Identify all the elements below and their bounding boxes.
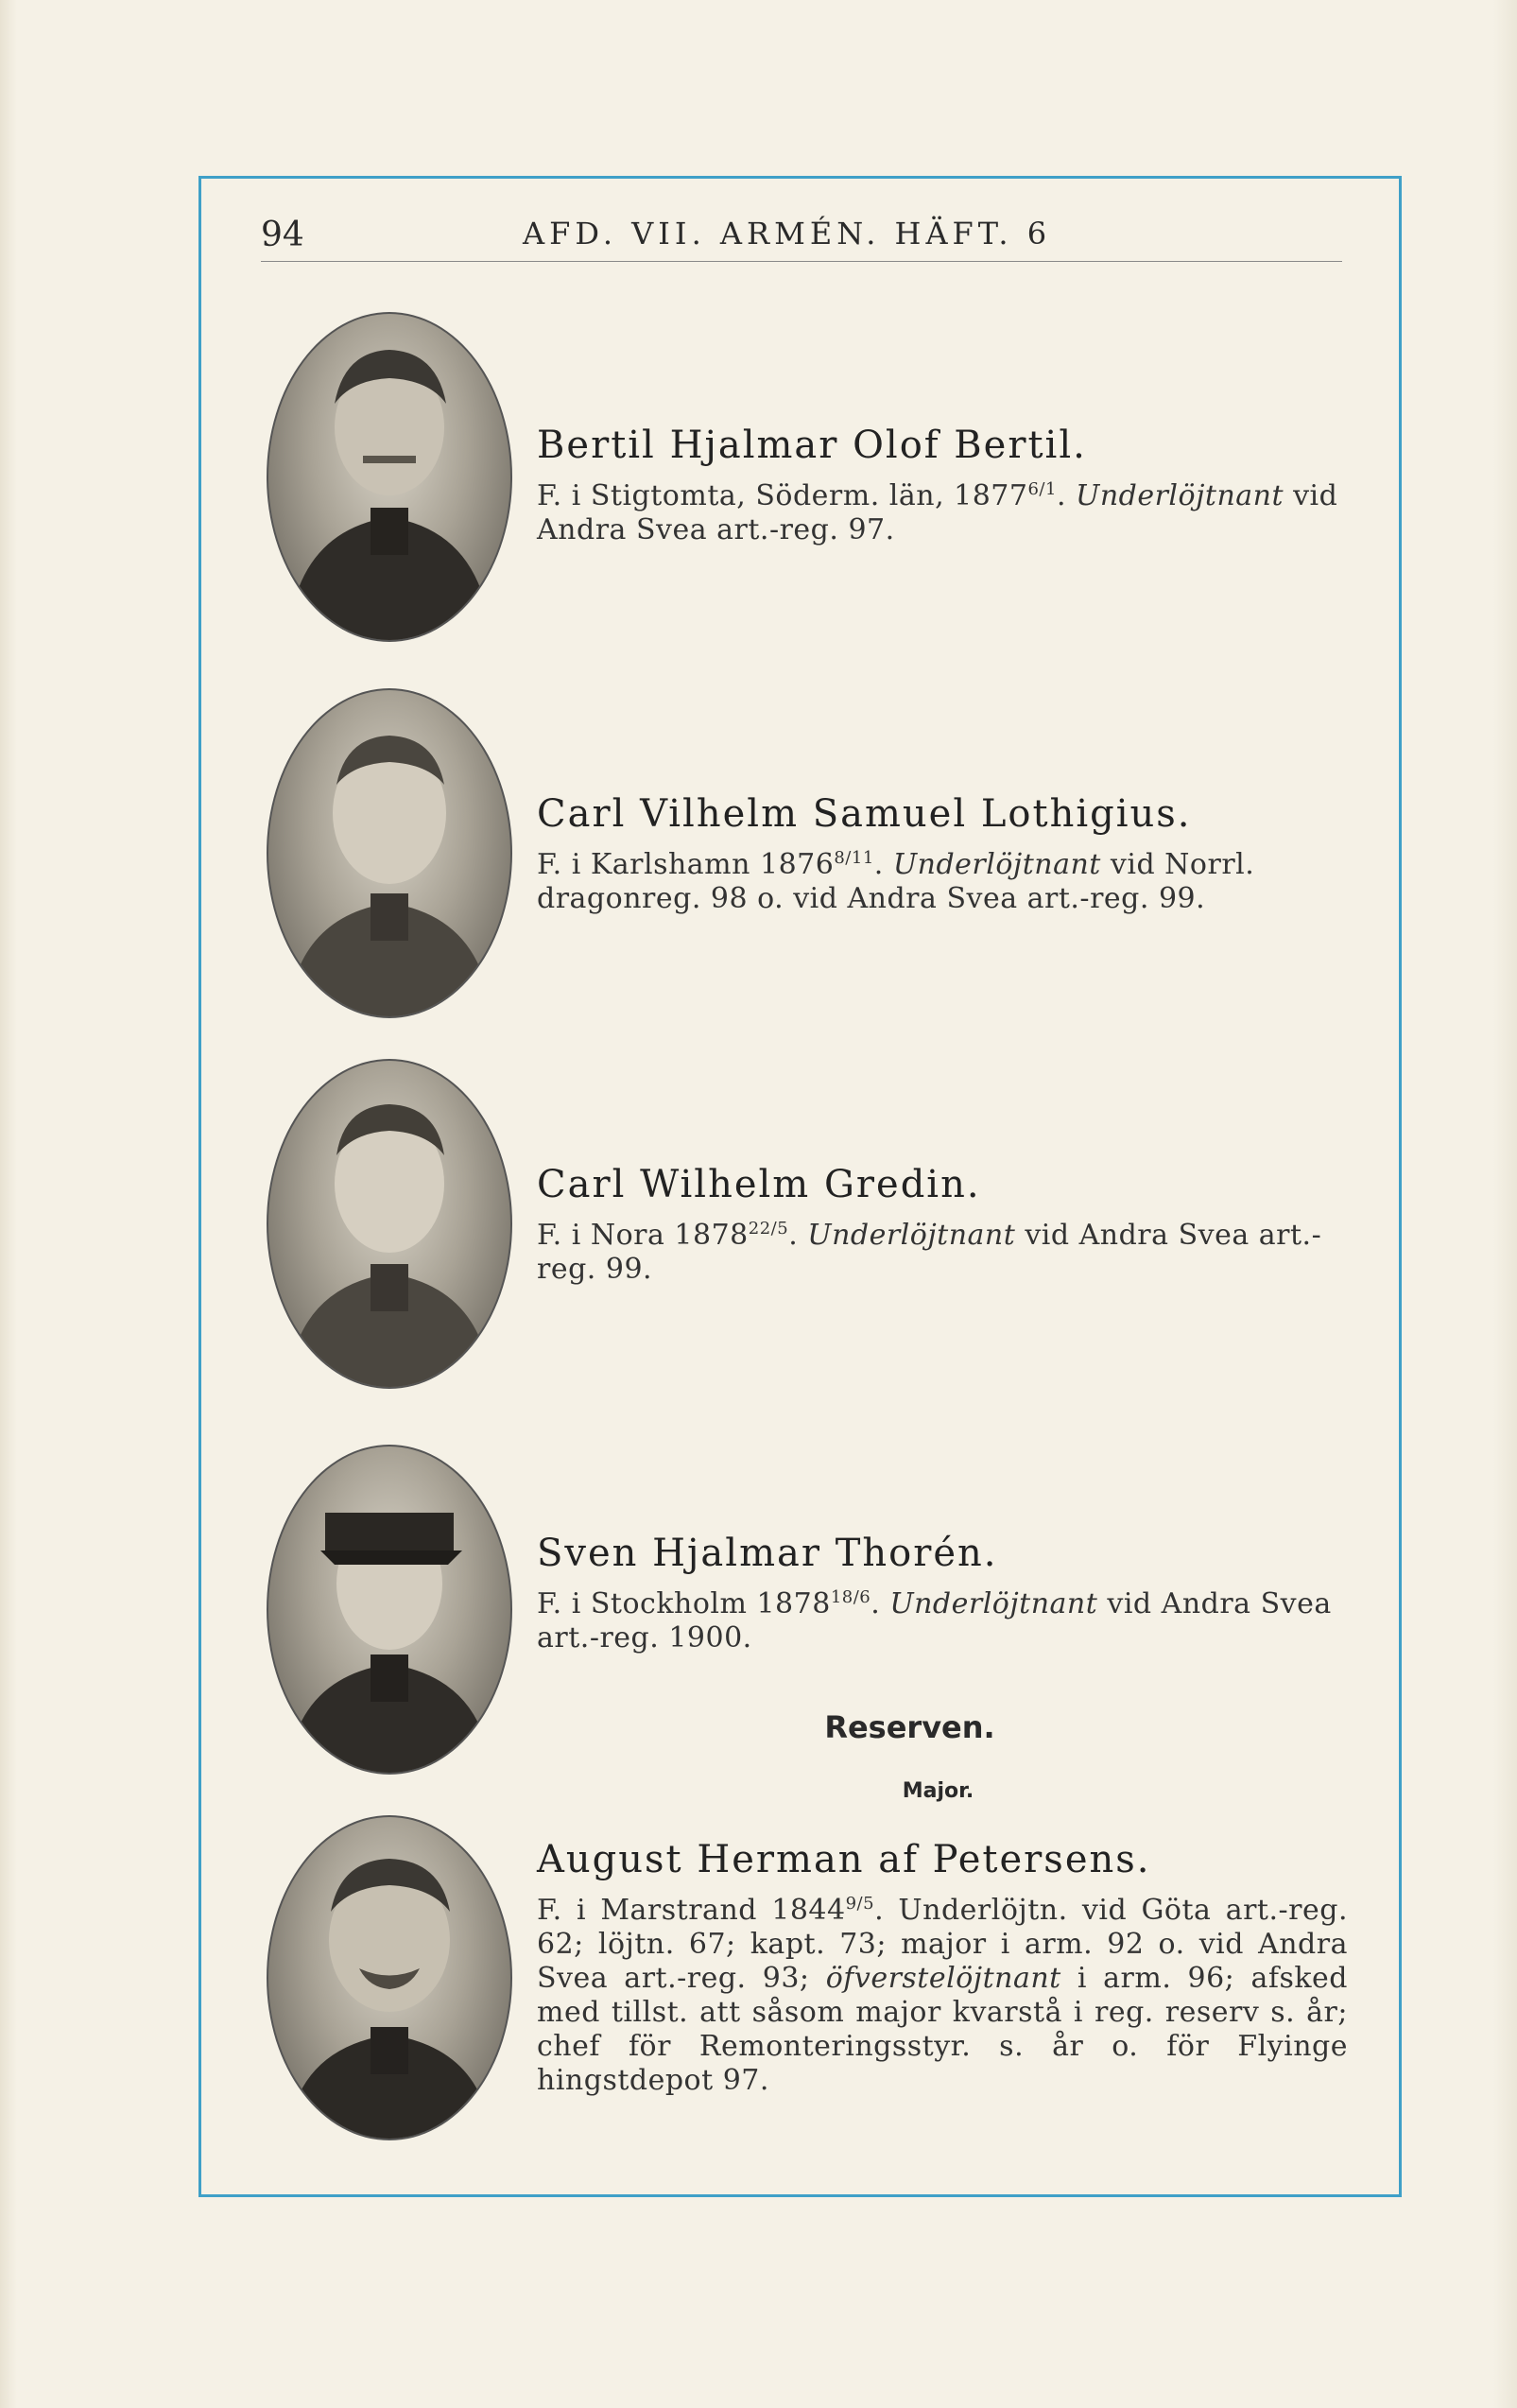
bio-birth: F. i Marstrand 1844	[537, 1894, 846, 1927]
portrait-photo	[267, 688, 512, 1018]
bio-birth: F. i Karlshamn 1876	[537, 848, 835, 881]
bio-service: vid Andra Svea art.-reg. 97.	[537, 479, 1338, 546]
bio-service-early: . Underlöjtn. vid Göta art.-reg. 62; löjtn. 67; kapt. 73; major i arm. 92 o. vid Andra Svea art.-reg. 93;	[537, 1894, 1348, 1995]
bio-birth: F. i Stigtomta, Söderm. län, 1877	[537, 479, 1028, 512]
bio-birth-date: 8/11	[834, 848, 874, 868]
portrait-photo	[267, 1815, 512, 2140]
person-name: Sven Hjalmar Thorén.	[537, 1532, 998, 1575]
bio-birth-date: 18/6	[830, 1587, 871, 1607]
bio-service-late: i arm. 96; afsked med tillst. att såsom major kvarstå i reg. reserv s. år; chef för Remonteringsstyr. s. år o. för Flyinge hingstdepot 97.	[537, 1962, 1348, 2097]
bio-birth: F. i Stockholm 1878	[537, 1587, 831, 1620]
rank-subtitle: Major.	[902, 1779, 974, 1803]
bio-rank: Underlöjtnant	[892, 848, 1101, 881]
running-header	[261, 216, 1342, 262]
bio-service: vid Norrl. dragonreg. 98 o. vid Andra Svea art.-reg. 99.	[537, 848, 1255, 915]
person-bio	[537, 473, 1348, 547]
bio-rank: öfverstelöjtnant	[825, 1962, 1061, 1995]
portrait-photo	[267, 312, 512, 642]
person-name: Carl Wilhelm Gredin.	[537, 1163, 981, 1206]
bio-rank: Underlöjtnant	[889, 1587, 1098, 1620]
bio-sep: .	[1056, 479, 1077, 512]
person-bio	[537, 1581, 1348, 1655]
bio-sep: .	[873, 848, 893, 881]
bio-birth-date: 6/1	[1027, 479, 1057, 499]
portrait-silhouette	[268, 1061, 510, 1387]
bio-service: vid Andra Svea art.-reg. 1900.	[537, 1587, 1332, 1654]
bio-rank: Underlöjtnant	[1076, 479, 1284, 512]
person-name: Bertil Hjalmar Olof Bertil.	[537, 424, 1087, 467]
portrait-silhouette	[268, 1817, 510, 2139]
bio-rank: Underlöjtnant	[807, 1219, 1016, 1252]
portrait-photo	[267, 1059, 512, 1389]
person-bio	[537, 1212, 1348, 1287]
bio-sep: .	[871, 1587, 890, 1620]
person-bio	[537, 1887, 1348, 2098]
person-bio	[537, 841, 1348, 916]
person-name: August Herman af Petersens.	[537, 1838, 1151, 1881]
bio-sep: .	[788, 1219, 808, 1252]
bio-birth: F. i Nora 1878	[537, 1219, 749, 1252]
section-title: Reserven.	[824, 1709, 995, 1745]
person-name: Carl Vilhelm Samuel Lothigius.	[537, 792, 1192, 836]
portrait-silhouette	[268, 314, 510, 640]
running-title: AFD. VII. ARMÉN. HÄFT. 6	[523, 216, 1052, 251]
page-number: 94	[261, 216, 304, 254]
portrait-silhouette	[268, 690, 510, 1016]
bio-birth-date: 22/5	[748, 1219, 789, 1239]
bio-service: vid Andra Svea art.-reg. 99.	[537, 1219, 1322, 1286]
bio-birth-date: 9/5	[845, 1894, 875, 1914]
